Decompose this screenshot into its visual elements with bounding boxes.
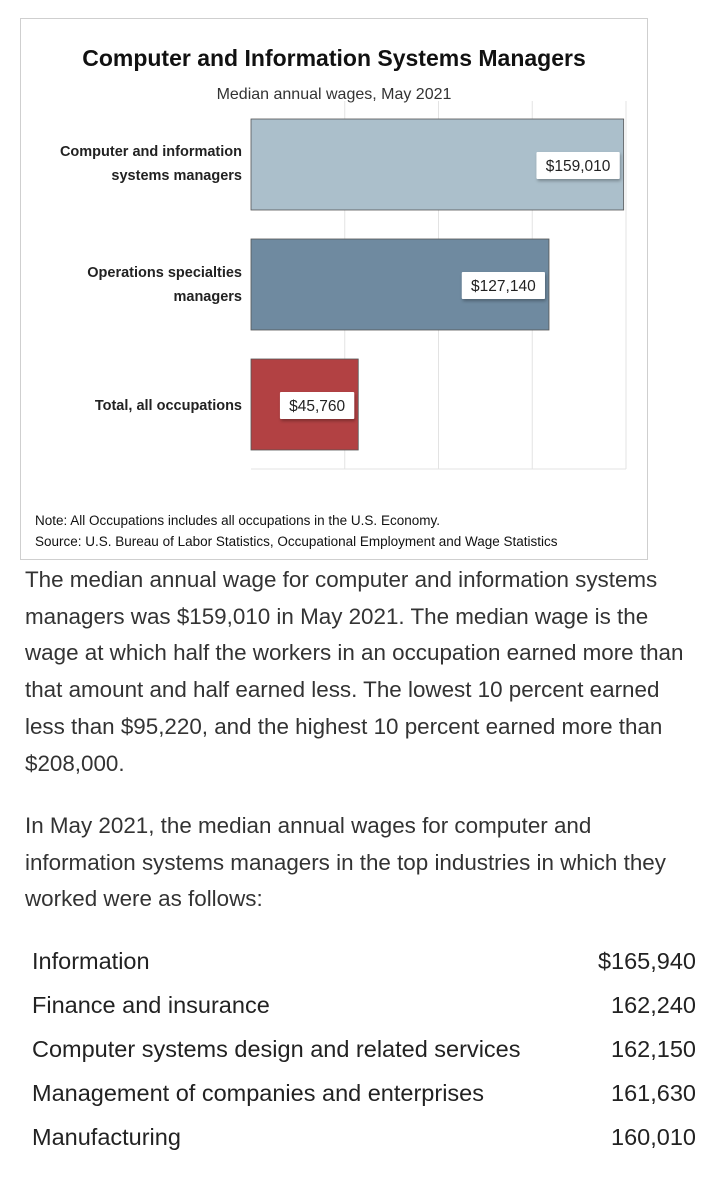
wage-paragraph: The median annual wage for computer and information systems managers was $159,010 in May 2021. The median wage is the wage at which half the workers in an occupation earned more than that amount and half earned less. The lowest 10 percent earned less than $95,220, and the highest 10 percent earned more than $208,000. [25, 567, 684, 776]
chart-source: Source: U.S. Bureau of Labor Statistics, Occupational Employment and Wage Statistics [35, 534, 558, 549]
industry-name: Finance and insurance [32, 992, 270, 1018]
table-row [32, 1118, 696, 1156]
industry-wage: 162,240 [611, 992, 696, 1018]
industry-name: Computer systems design and related services [32, 1036, 521, 1062]
chart-title: Computer and Information Systems Managers [82, 45, 586, 71]
industry-wage: 160,010 [611, 1124, 696, 1150]
industry-name: Manufacturing [32, 1124, 181, 1150]
industries-table [32, 942, 696, 1162]
category-label-line: managers [173, 289, 242, 305]
category-label-line: Total, all occupations [94, 398, 242, 414]
data-label [536, 152, 619, 179]
industry-wage: $165,940 [597, 948, 696, 974]
industry-name: Information [32, 948, 150, 974]
data-label [462, 272, 545, 299]
industry-name: Management of companies and enterprises [32, 1080, 484, 1106]
industry-wage: 161,630 [611, 1080, 696, 1106]
chart-note: Note: All Occupations includes all occupations in the U.S. Economy. [35, 513, 440, 528]
industries-intro-paragraph: In May 2021, the median annual wages for computer and information systems managers in the top industries in which they worked were as follows: [25, 813, 666, 912]
chart-notes [35, 510, 558, 552]
data-label-text: $127,140 [471, 278, 536, 295]
table-row [32, 1074, 696, 1112]
table-row [32, 1030, 696, 1068]
bar-chart [21, 19, 647, 499]
industry-wage: 162,150 [611, 1036, 696, 1062]
chart-card [20, 18, 648, 560]
category-label-line: Computer and information [59, 144, 242, 160]
data-label-text: $159,010 [545, 158, 611, 175]
data-label [280, 392, 354, 419]
chart-subtitle: Median annual wages, May 2021 [216, 86, 452, 103]
table-row [32, 986, 696, 1024]
category-label-line: Operations specialties [87, 265, 242, 281]
table-row [32, 942, 696, 980]
data-label-text: $45,760 [289, 398, 346, 415]
category-label-line: systems managers [111, 168, 242, 184]
